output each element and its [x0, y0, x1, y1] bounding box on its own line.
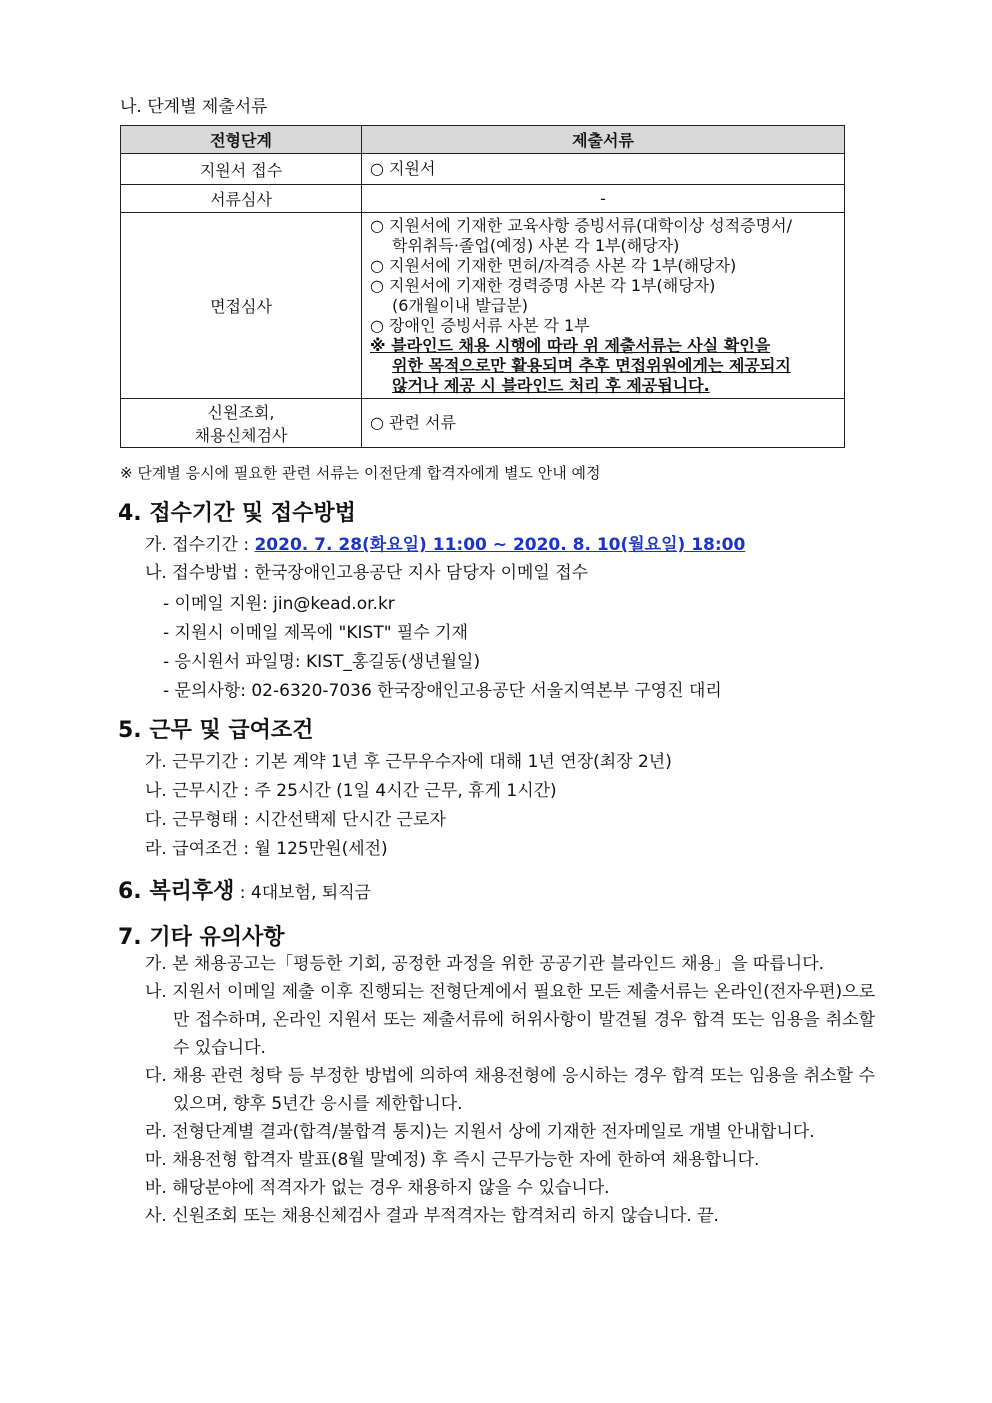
section-title-na: 나. 단계별 제출서류: [120, 97, 268, 117]
docs-cell: -: [362, 185, 845, 213]
list-item: 다. 근무형태 : 시간선택제 단시간 근로자: [145, 810, 446, 830]
list-item: 사. 신원조회 또는 채용신체검사 결과 부적격자는 합격처리 하지 않습니다. 끝.: [145, 1206, 719, 1226]
list-item: 나. 근무시간 : 주 25시간 (1일 4시간 근무, 휴게 1시간): [145, 781, 557, 801]
stage-cell: 면접심사: [121, 213, 362, 399]
section-6-title: 6. 복리후생: [118, 879, 235, 904]
section-6: [118, 874, 371, 905]
list-item: 다. 채용 관련 청탁 등 부정한 방법에 의하여 채용전형에 응시하는 경우 합격 또는 임용을 취소할 수 있으며, 향후 5년간 응시를 제한합니다.: [145, 1066, 875, 1114]
list-item: 가. 근무기간 : 기본 계약 1년 후 근무우수자에 대해 1년 연장(최장 2년): [145, 752, 672, 772]
stage-cell: 서류심사: [121, 185, 362, 213]
list-item: 가. 본 채용공고는「평등한 기회, 공정한 과정을 위한 공공기관 블라인드 채용」을 따릅니다.: [145, 954, 825, 974]
list-item: - 이메일 지원: jin@kead.or.kr: [163, 594, 395, 614]
list-item: 라. 급여조건 : 월 125만원(세전): [145, 839, 388, 859]
header-docs: 제출서류: [362, 126, 845, 154]
table-row: [121, 185, 845, 213]
section-5-title: 5. 근무 및 급여조건: [118, 718, 314, 743]
list-item: - 문의사항: 02-6320-7036 한국장애인고용공단 서울지역본부 구영진 대리: [163, 681, 722, 701]
table-row: [121, 154, 845, 185]
table-row: [121, 213, 845, 399]
docs-cell: ○ 관련 서류: [362, 399, 845, 448]
section-4-title: 4. 접수기간 및 접수방법: [118, 501, 356, 526]
docs-cell: ○ 지원서에 기재한 교육사항 증빙서류(대학이상 성적증명서/ 학위취득·졸업(예정) 사본 각 1부(해당자) ○ 지원서에 기재한 면허/자격증 사본 각 1부(해당자) ○ 지원서에 기재한 경력증명 사본 각 1부(해당자) (6개월이내 발급분) ○ 장애인 증빙서류 사본 각 1부 ※ 블라인드 채용 시행에 따라 위 제출서류는 사실 확인을 위한 목적으로만 활용되며 추후 면접위원에게는 제공되지 않거나 제공 시 블라인드 처리 후 제공됩니다.: [362, 213, 845, 399]
reception-method: 나. 접수방법 : 한국장애인고용공단 지사 담당자 이메일 접수: [145, 563, 589, 583]
stage-cell: 신원조회, 채용신체검사: [121, 399, 362, 448]
section-6-benefits: : 4대보험, 퇴직금: [234, 883, 372, 903]
stage-cell: 지원서 접수: [121, 154, 362, 185]
table-header-row: [121, 126, 845, 154]
section-7-title: 7. 기타 유의사항: [118, 925, 285, 950]
docs-cell: ○ 지원서: [362, 154, 845, 185]
list-item: 마. 채용전형 합격자 발표(8월 말예정) 후 즉시 근무가능한 자에 한하여 채용합니다.: [145, 1150, 760, 1170]
list-item: 나. 지원서 이메일 제출 이후 진행되는 전형단계에서 필요한 모든 제출서류는 온라인(전자우편)으로만 접수하며, 온라인 지원서 또는 제출서류에 허위사항이 발견될 경우 합격 또는 임용을 취소할 수 있습니다.: [145, 982, 875, 1058]
list-item: - 응시원서 파일명: KIST_홍길동(생년월일): [163, 652, 481, 672]
list-item: 라. 전형단계별 결과(합격/불합격 통지)는 지원서 상에 기재한 전자메일로 개별 안내합니다.: [145, 1122, 815, 1142]
notes-list: [145, 950, 875, 1230]
blind-notice: ※ 블라인드 채용 시행에 따라 위 제출서류는 사실 확인을: [370, 335, 771, 355]
reception-period: 가. 접수기간 : 2020. 7. 28(화요일) 11:00 ~ 2020. 8. 10(월요일) 18:00: [145, 535, 746, 555]
list-item: 바. 해당분야에 적격자가 없는 경우 채용하지 않을 수 있습니다.: [145, 1178, 610, 1198]
header-stage: 전형단계: [121, 126, 362, 154]
list-item: - 지원시 이메일 제목에 "KIST" 필수 기재: [163, 623, 469, 643]
reception-period-value: 2020. 7. 28(화요일) 11:00 ~ 2020. 8. 10(월요일) 18:00: [254, 535, 746, 555]
table-note: ※ 단계별 응시에 필요한 관련 서류는 이전단계 합격자에게 별도 안내 예정: [120, 464, 601, 482]
table-row: [121, 399, 845, 448]
submission-table: [120, 125, 845, 448]
